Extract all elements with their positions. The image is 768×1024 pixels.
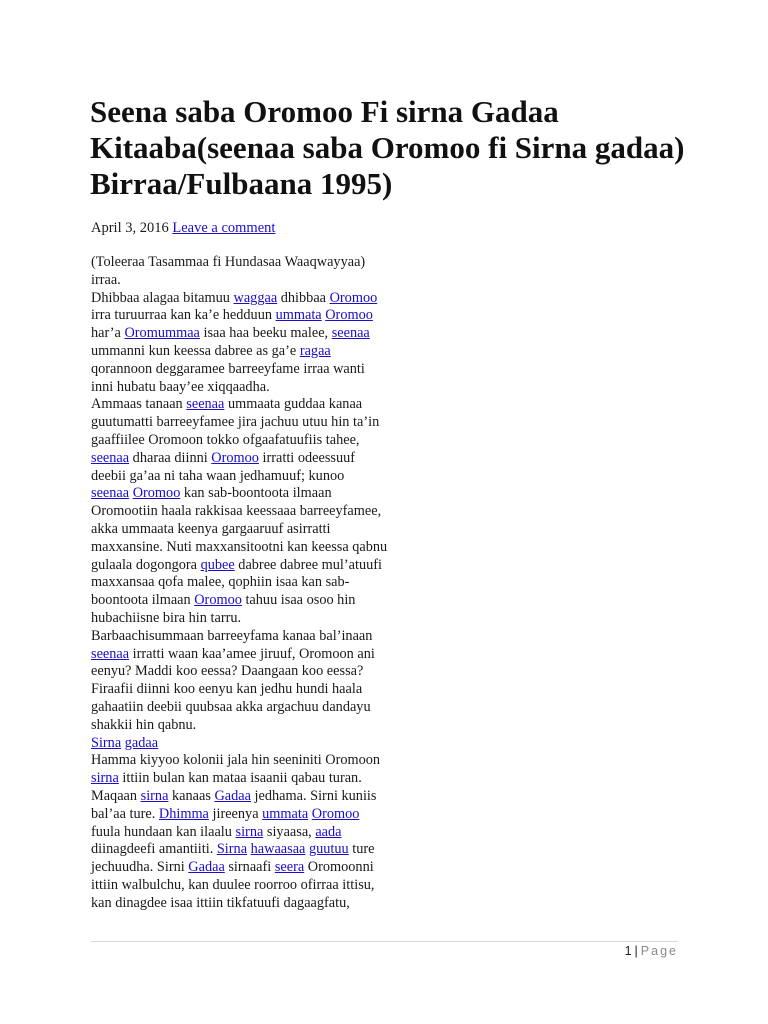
text-segment: jireenya [208,805,263,822]
text-segment: isaa haa beeku malee, [199,325,332,342]
text-line [91,574,411,592]
inline-link[interactable]: qubee [200,556,235,573]
inline-link[interactable]: Oromoo [329,289,378,306]
inline-link[interactable]: guutuu [308,841,349,858]
text-line [91,343,411,361]
text-segment: ittiin bulan kan mataa isaanii qabau turan. [118,770,362,787]
text-line [91,735,411,753]
text-segment: inni hubatu baay’ee xiqqaadha. [91,378,270,395]
inline-link[interactable]: seenaa [186,396,225,413]
post-date: April 3, 2016 [91,220,169,236]
text-segment: fuula hundaan kan ilaalu [91,823,236,840]
text-segment: bal’aa ture. [91,805,159,822]
inline-link[interactable]: Oromoo [311,805,360,822]
inline-link[interactable]: seenaa [91,485,130,502]
text-segment: Barbaachisummaan barreeyfama kanaa bal’inaan [91,627,373,644]
text-segment: deebii ga’aa ni taha waan jedhamuuf; kunoo [91,467,345,484]
post-meta [91,218,275,238]
page-label: Page [640,944,678,958]
text-line [91,396,411,414]
text-segment: (Toleeraa Tasammaa fi Hundasaa Waaqwayyaa) [91,254,366,270]
page-title: Seena saba Oromoo Fi sirna Gadaa Kitaaba(seenaa saba Oromoo fi Sirna gadaa) Birraa/Fulbaana 1995) [90,94,685,201]
text-segment: tahuu isaa osoo hin [241,592,356,609]
inline-link[interactable]: gadaa [124,734,159,751]
text-line [91,592,411,610]
text-line [91,557,411,575]
footer-divider [91,941,678,942]
text-segment: irra turuurraa kan ka’e hedduun [91,307,276,324]
text-line [91,646,411,664]
text-line [91,485,411,503]
text-segment: irraa. [91,271,121,288]
text-segment: gaaffiilee Oromoon tokko ofgaafatuufiis tahee, [91,431,360,448]
text-segment: Hamma kiyyoo kolonii jala hin seeniniti Oromoon [91,752,381,769]
text-line [91,307,411,325]
text-line [91,824,411,842]
text-line [91,877,411,895]
text-line [91,432,411,450]
text-line [91,414,411,432]
text-line [91,290,411,308]
inline-link[interactable]: Oromoo [325,307,373,324]
text-segment: ittiin walbulchu, kan duulee roorroo ofirraa ittisu, [91,876,375,893]
text-line [91,806,411,824]
inline-link[interactable]: ummata [262,805,309,822]
text-line [91,521,411,539]
inline-link[interactable]: Sirna [216,841,248,858]
inline-link[interactable]: seera [274,859,305,876]
text-line [91,503,411,521]
text-line [91,450,411,468]
text-line [91,788,411,806]
text-segment: dabree dabree mul’atuufi [234,556,382,573]
text-segment: akka ummaata keenya gargaaruuf asirratti [91,520,331,537]
text-line [91,628,411,646]
text-segment: ummanni kun keessa dabree as ga’e [91,342,300,359]
text-segment: ture [348,841,375,858]
text-segment: ummaata guddaa kanaa [224,396,363,413]
text-segment: Oromootiin haala rakkisaa keessaaa barreeyfamee, [91,503,382,520]
text-segment: shakkii hin qabnu. [91,716,197,733]
inline-link[interactable]: ummata [275,307,322,324]
inline-link[interactable]: Gadaa [188,859,225,876]
text-segment: maxxansaa qofa malee, qophiin isaa kan sab- [91,574,350,591]
text-segment: Maqaan [91,787,141,804]
text-segment: eenyu? Maddi koo eessa? Daangaan koo eessa? [91,663,364,680]
text-segment: jedhama. Sirni kuniis [250,787,377,804]
text-line [91,699,411,717]
text-line [91,859,411,877]
text-line [91,770,411,788]
inline-link[interactable]: sirna [91,770,119,787]
inline-link[interactable]: seenaa [91,645,130,662]
inline-link[interactable]: Sirna [91,734,122,751]
text-segment: diinagdeefi amantiiti. [91,841,217,858]
text-segment: maxxansine. Nuti maxxansitootni kan keessa qabnu [91,538,388,555]
text-line [91,325,411,343]
text-segment: gahaatiin deebii quubsaa akka argachuu dandayu [91,698,371,715]
page-footer [625,943,678,959]
text-segment: kan dinagdee isaa ittiin tikfatuufi dagaagfatu, [91,894,350,911]
inline-link[interactable]: hawaasaa [250,841,306,858]
text-segment: jechuudha. Sirni [91,859,189,876]
text-segment: irratti odeessuuf [258,449,356,466]
footer-separator: | [634,944,638,958]
text-segment: dhibbaa [277,289,330,306]
text-line [91,752,411,770]
text-segment: har’a [91,325,125,342]
text-line [91,272,411,290]
text-segment: kanaas [168,787,215,804]
inline-link[interactable]: aada [315,823,342,840]
inline-link[interactable]: seenaa [91,449,130,466]
text-line [91,681,411,699]
inline-link[interactable]: seenaa [331,325,370,342]
text-segment: gulaala dogongora [91,556,201,573]
text-line [91,468,411,486]
text-segment: siyaasa, [263,823,316,840]
text-line [91,539,411,557]
text-segment: boontoota ilmaan [91,592,195,609]
text-segment: Oromoonni [304,859,374,876]
text-segment: kan sab-boontoota ilmaan [180,485,332,502]
inline-link[interactable]: ragaa [299,342,331,359]
text-line [91,610,411,628]
inline-link[interactable]: Gadaa [214,787,251,804]
inline-link[interactable]: Oromoo [194,592,242,609]
text-segment: dharaa diinni [129,449,212,466]
text-segment: hubachiisne bira hin tarru. [91,609,242,626]
inline-link[interactable]: Oromoo [211,449,259,466]
text-segment: Ammaas tanaan [91,396,187,413]
text-line [91,379,411,397]
leave-comment-link[interactable]: Leave a comment [172,220,276,236]
text-line [91,841,411,859]
text-line [91,895,411,913]
inline-link[interactable]: Oromoo [132,485,181,502]
text-segment: Firaafii diinni koo eenyu kan jedhu hundi haala [91,681,363,698]
inline-link[interactable]: waggaa [233,289,278,306]
text-segment: guutumatti barreeyfamee jira jachuu utuu hin ta’in [91,414,380,431]
text-segment: Dhibbaa alagaa bitamuu [91,289,234,306]
page-number: 1 [624,944,632,958]
text-line [91,663,411,681]
text-line [91,254,411,272]
inline-link[interactable]: sirna [140,787,169,804]
text-segment: qorannoon deggaramee barreeyfame irraa wanti [91,360,365,377]
text-segment: irratti waan kaa’amee jiruuf, Oromoon ani [129,645,375,662]
text-segment: sirnaafi [224,859,275,876]
inline-link[interactable]: Oromummaa [124,325,200,342]
text-line [91,361,411,379]
article-body [91,254,411,912]
inline-link[interactable]: sirna [235,823,264,840]
text-line [91,717,411,735]
inline-link[interactable]: Dhimma [158,805,209,822]
